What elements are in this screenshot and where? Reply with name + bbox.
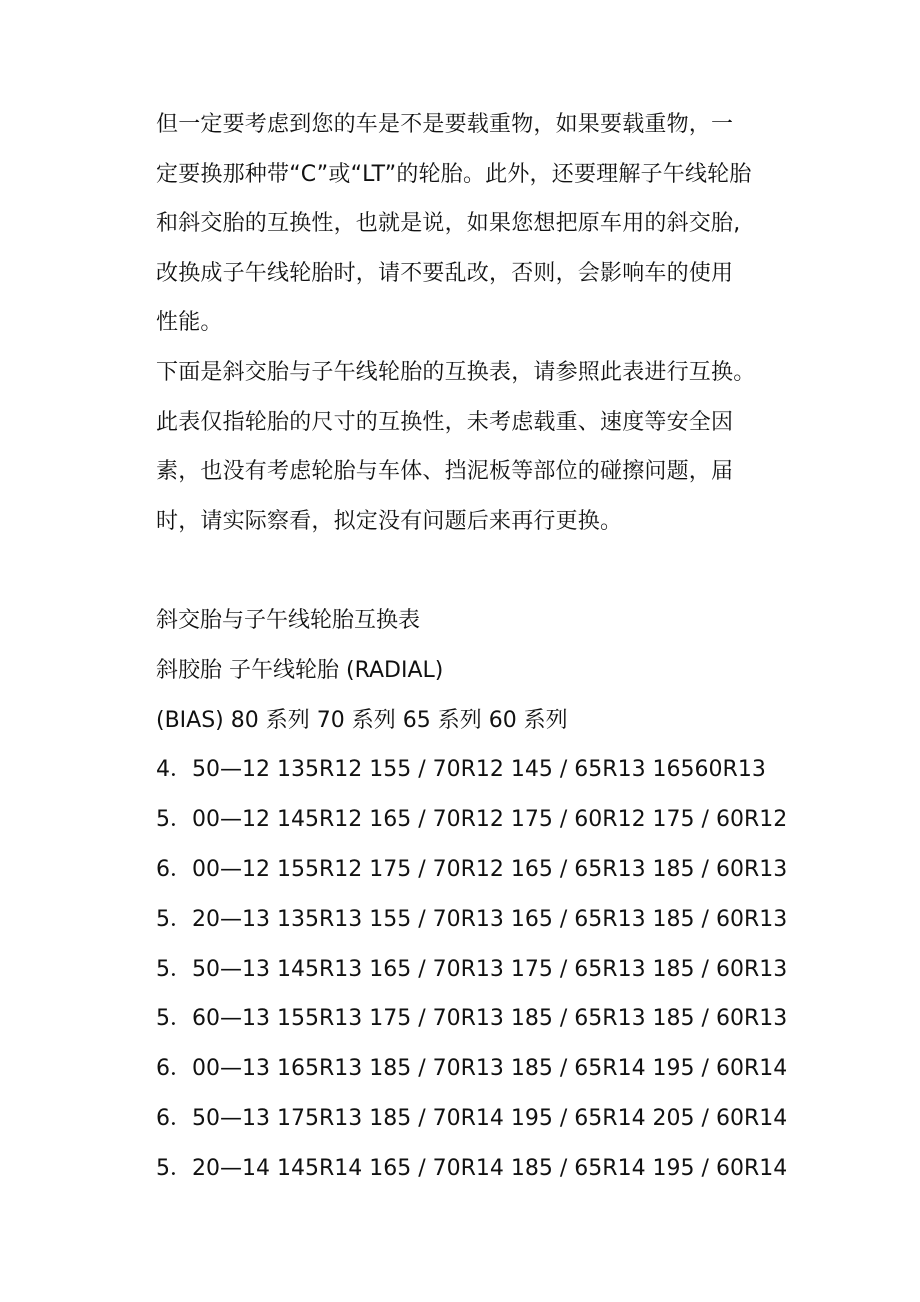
table-title: 斜交胎与子午线轮胎互换表	[156, 608, 421, 633]
text-line: 但一定要考虑到您的车是不是要载重物，如果要载重物，一	[156, 112, 734, 137]
table-row: 6．00—12 155R12 175 / 70R12 165 / 65R13 185 / 60R13	[156, 856, 788, 882]
table-row: 5．50—13 145R13 165 / 70R13 175 / 65R13 185 / 60R13	[156, 956, 788, 982]
text-line: 此表仅指轮胎的尺寸的互换性，未考虑载重、速度等安全因	[156, 409, 734, 435]
text-line: 时，请实际察看，拟定没有问题后来再行更换。	[156, 508, 623, 534]
tire-interchange-table	[156, 596, 796, 1194]
table-row: 5．60—13 155R13 175 / 70R13 185 / 65R13 185 / 60R13	[156, 1006, 788, 1032]
text-line: 定要换那种带“C”或“LT”的轮胎。此外，还要理解子午线轮胎	[156, 161, 752, 187]
text-line: 改换成子午线轮胎时，请不要乱改，否则，会影响车的使用	[156, 260, 734, 286]
table-header-row-2: (BIAS) 80 系列 70 系列 65 系列 60 系列	[156, 707, 568, 733]
body-text	[156, 100, 776, 546]
table-row: 5．00—12 145R12 165 / 70R12 175 / 60R12 175 / 60R12	[156, 807, 788, 833]
text-line: 和斜交胎的互换性，也就是说，如果您想把原车用的斜交胎,	[156, 211, 741, 237]
table-row: 4．50—12 135R12 155 / 70R12 145 / 65R13 16560R13	[156, 757, 766, 783]
text-line: 性能。	[156, 310, 223, 336]
text-line: 下面是斜交胎与子午线轮胎的互换表，请参照此表进行互换。	[156, 359, 756, 385]
table-row: 6．50—13 175R13 185 / 70R14 195 / 65R14 205 / 60R14	[156, 1105, 788, 1131]
table-header-row-1: 斜胶胎 子午线轮胎 (RADIAL)	[156, 657, 444, 683]
table-row: 5．20—14 145R14 165 / 70R14 185 / 65R14 195 / 60R14	[156, 1155, 788, 1181]
table-row: 6．00—13 165R13 185 / 70R13 185 / 65R14 195 / 60R14	[156, 1056, 788, 1082]
table-row: 5．20—13 135R13 155 / 70R13 165 / 65R13 185 / 60R13	[156, 906, 788, 932]
text-line: 素，也没有考虑轮胎与车体、挡泥板等部位的碰擦问题，届	[156, 459, 734, 485]
